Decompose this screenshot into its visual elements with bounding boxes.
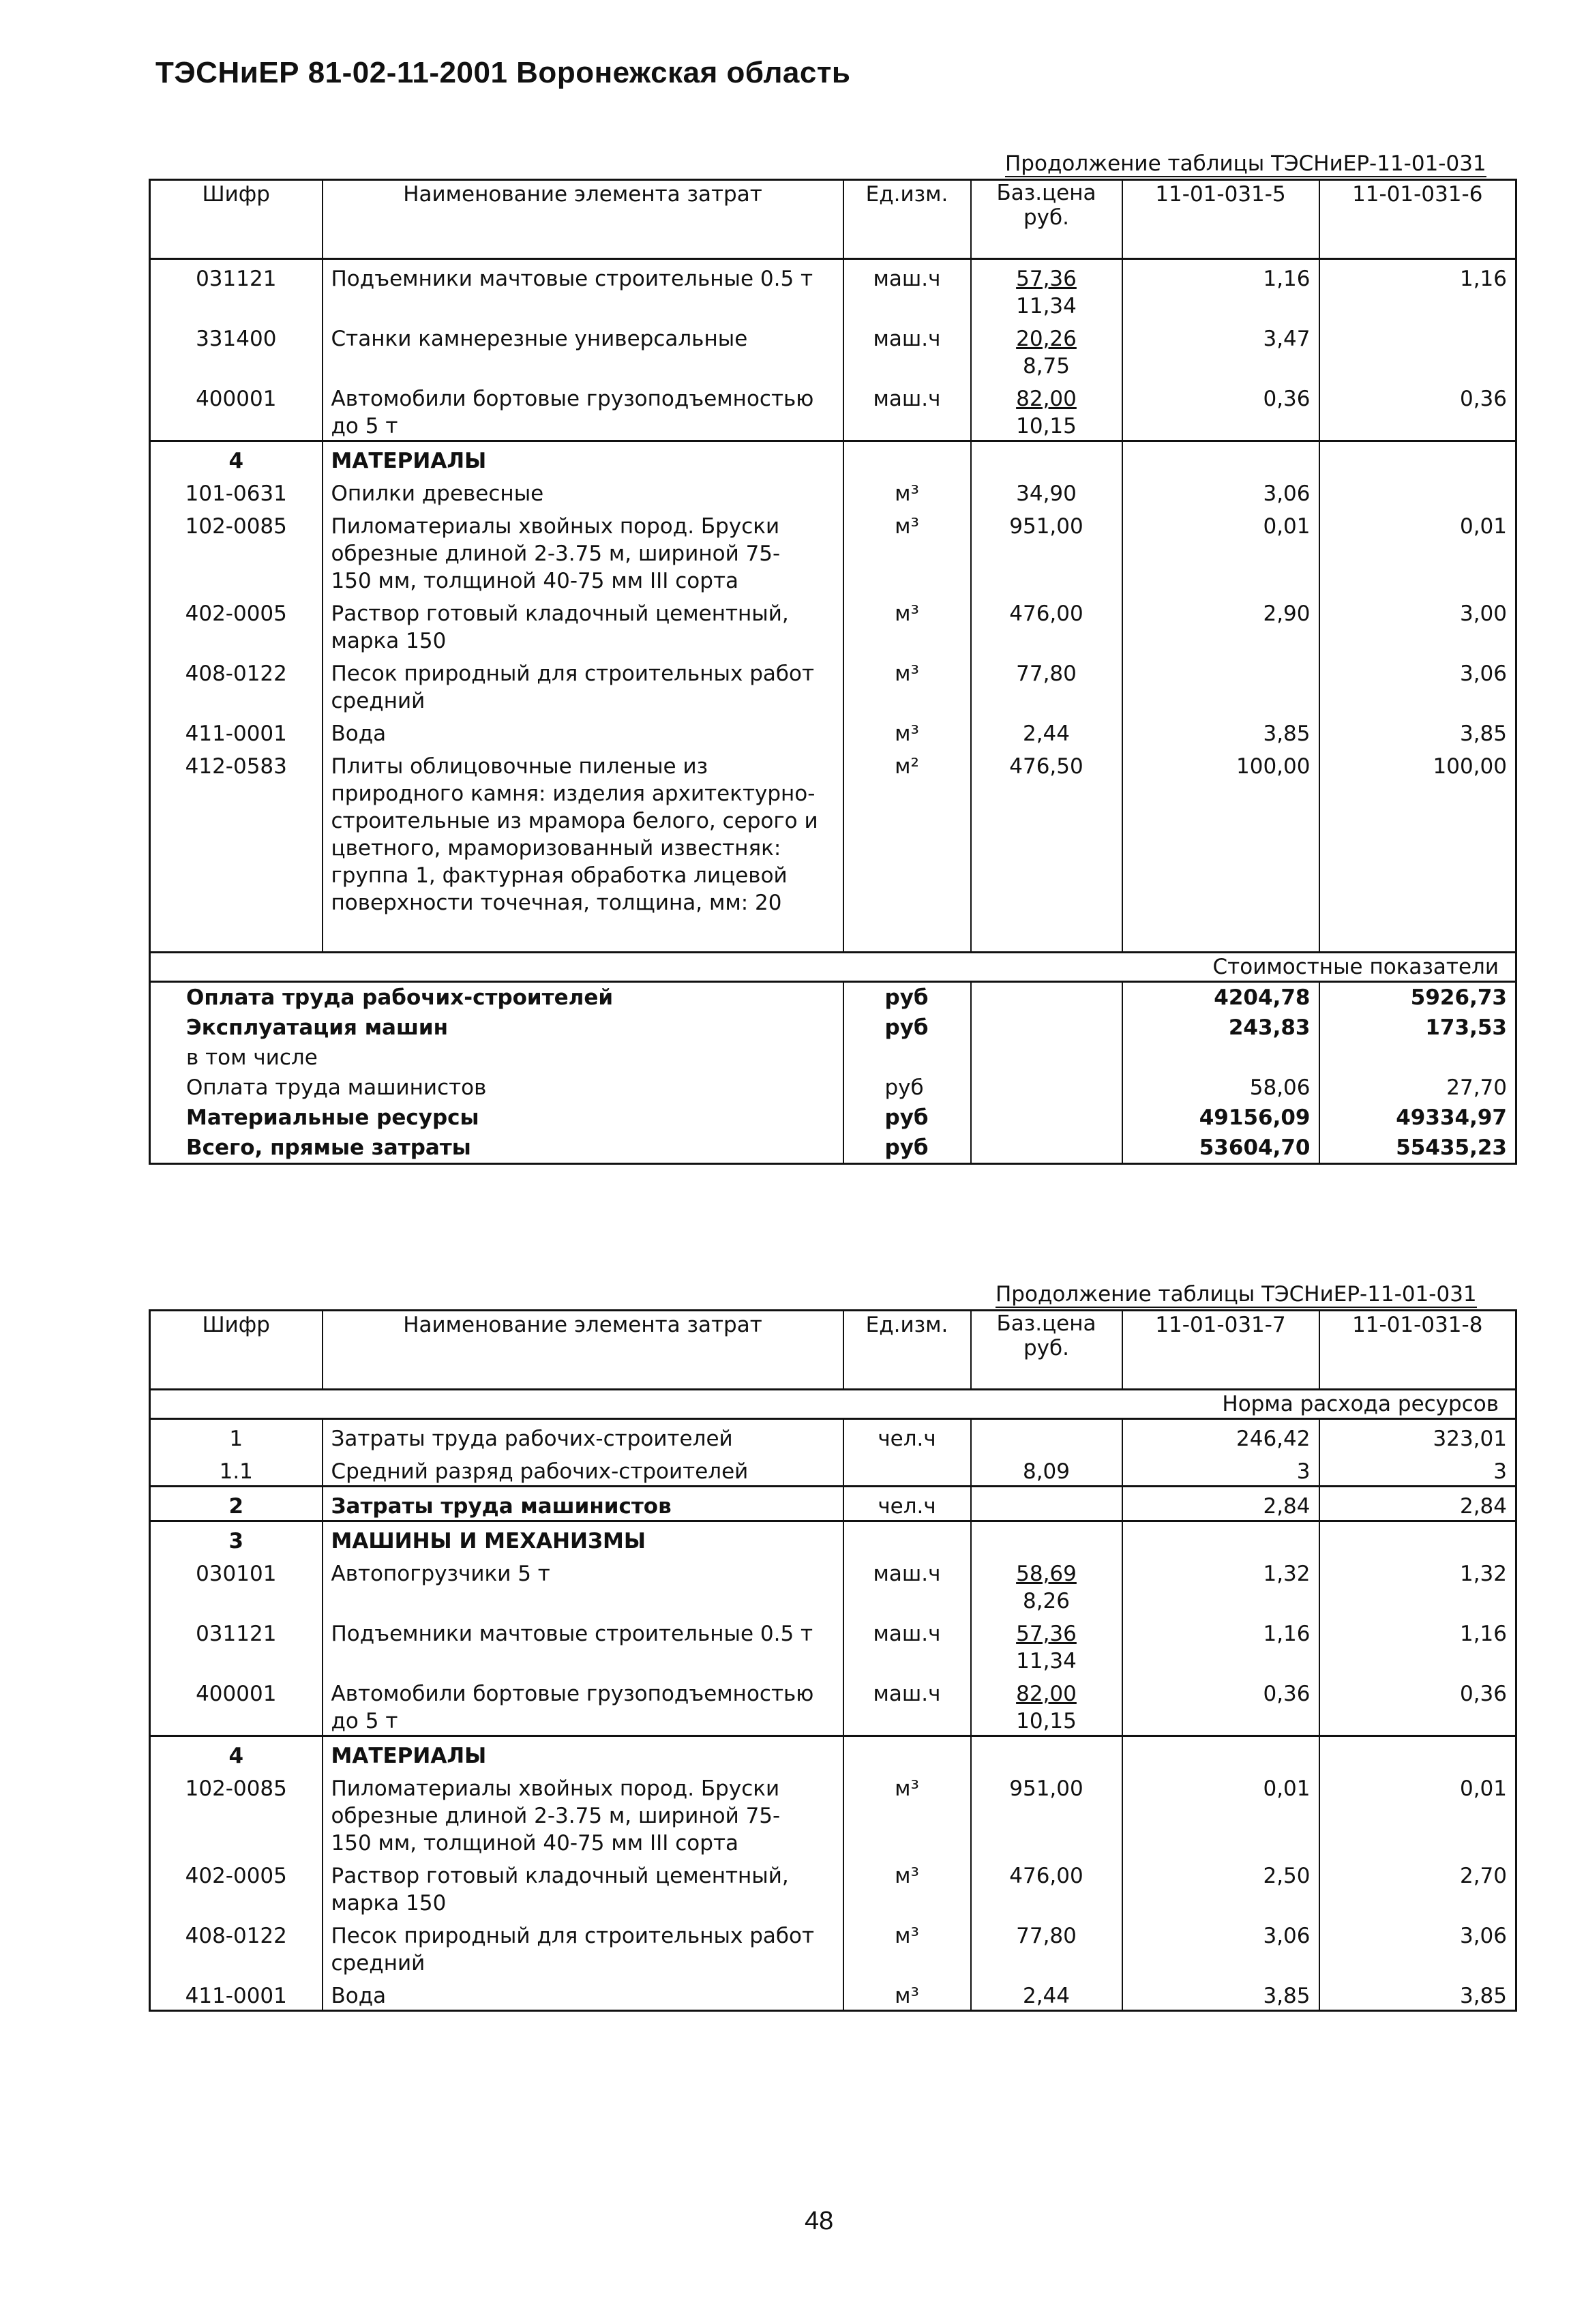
cost-row <box>150 1133 1516 1164</box>
row-name-line: Вода <box>331 1984 387 2008</box>
row-code: 412-0583 <box>185 754 287 779</box>
table-row <box>150 1521 1516 1555</box>
row-value-2: 3 <box>1319 1452 1516 1487</box>
row-value-2: 2,84 <box>1319 1487 1516 1521</box>
row-unit: маш.ч <box>843 1675 971 1736</box>
row-code: 411-0001 <box>185 1984 287 2008</box>
cost-label: Оплата труда рабочих-строителей <box>186 985 614 1010</box>
row-name-line: марка 150 <box>331 629 447 653</box>
row-unit: маш.ч <box>843 320 971 380</box>
row-code: 1 <box>229 1427 243 1451</box>
row-name <box>323 1419 843 1453</box>
row-value-2 <box>1319 320 1516 380</box>
row-name <box>323 1770 843 1857</box>
table-row <box>150 1615 1516 1675</box>
row-unit: маш.ч <box>843 1555 971 1615</box>
row-code: 402-0005 <box>185 1864 287 1888</box>
header-name: Наименование элемента затрат <box>323 180 843 259</box>
table-row <box>150 441 1516 475</box>
table-header-row <box>150 1311 1516 1390</box>
row-value-2: 3,85 <box>1319 715 1516 747</box>
row-code: 031121 <box>196 267 277 291</box>
cost-empty <box>971 1073 1122 1103</box>
row-price-main: 476,50 <box>1009 754 1083 779</box>
row-price <box>971 1857 1122 1917</box>
table-row <box>150 655 1516 715</box>
row-code: 411-0001 <box>185 721 287 746</box>
row-name <box>323 1615 843 1675</box>
row-value-2: 3,06 <box>1319 1917 1516 1977</box>
row-price-machinist: 10,15 <box>1016 1709 1077 1733</box>
cost-row <box>150 1043 1516 1073</box>
row-price <box>971 1770 1122 1857</box>
table1-continuation-caption: Продолжение таблицы ТЭСНиЕР-11-01-031 <box>1005 151 1486 176</box>
row-value-1 <box>1122 1736 1319 1770</box>
row-price-main: 77,80 <box>1016 661 1077 686</box>
row-price-main: 2,44 <box>1022 1984 1071 2008</box>
row-price-machinist: 11,34 <box>1016 294 1077 318</box>
table-row <box>150 1419 1516 1453</box>
table-row <box>150 1977 1516 2011</box>
row-value-2: 3,85 <box>1319 1977 1516 2011</box>
row-value-2: 1,16 <box>1319 259 1516 321</box>
row-price-main: 2,44 <box>1022 721 1071 746</box>
row-price-main: 20,26 <box>1016 327 1077 351</box>
row-value-2: 2,70 <box>1319 1857 1516 1917</box>
table-row <box>150 380 1516 441</box>
row-value-2: 0,36 <box>1319 380 1516 441</box>
row-value-1: 3,47 <box>1122 320 1319 380</box>
table-row <box>150 1917 1516 1977</box>
row-unit: м³ <box>843 1977 971 2011</box>
row-name-line: МАТЕРИАЛЫ <box>331 449 487 473</box>
row-code: 408-0122 <box>185 1924 287 1948</box>
row-name-line: Плиты облицовочные пиленые из <box>331 754 708 779</box>
row-name-line: группа 1, фактурная обработка лицевой <box>331 863 788 888</box>
cost-label: Оплата труда машинистов <box>186 1075 487 1100</box>
table-row <box>150 507 1516 595</box>
table-row <box>150 1770 1516 1857</box>
cost-empty <box>971 1043 1122 1073</box>
cost-value-1: 49156,09 <box>1122 1103 1319 1133</box>
row-value-1 <box>1122 441 1319 475</box>
row-value-1: 0,01 <box>1122 1770 1319 1857</box>
row-value-1: 3 <box>1122 1452 1319 1487</box>
header-price-line2: руб. <box>1023 1336 1069 1360</box>
row-name <box>323 1487 843 1521</box>
row-value-1: 2,50 <box>1122 1857 1319 1917</box>
row-code: 402-0005 <box>185 601 287 626</box>
row-unit: м³ <box>843 595 971 655</box>
row-code: 3 <box>150 1521 323 1555</box>
cost-value-2: 27,70 <box>1319 1073 1516 1103</box>
header-col-1: 11-01-031-5 <box>1122 180 1319 259</box>
row-value-2 <box>1319 441 1516 475</box>
row-value-2 <box>1319 475 1516 507</box>
table-row <box>150 1736 1516 1770</box>
row-price <box>971 595 1122 655</box>
row-name-line: Вода <box>331 721 387 746</box>
row-price <box>971 1487 1122 1521</box>
cost-value-2: 49334,97 <box>1319 1103 1516 1133</box>
cost-unit: руб <box>843 981 971 1013</box>
row-price <box>971 1736 1122 1770</box>
row-value-1: 3,85 <box>1122 1977 1319 2011</box>
cost-indicators-label: Стоимостные показатели <box>150 952 1516 981</box>
row-price <box>971 1675 1122 1736</box>
header-code: Шифр <box>150 1311 323 1390</box>
row-name-line: поверхности точечная, толщина, мм: 20 <box>331 891 782 915</box>
row-unit: м² <box>843 747 971 952</box>
row-price-main: 8,09 <box>1022 1459 1071 1484</box>
row-name-line: Автомобили бортовые грузоподъемностью <box>331 387 814 411</box>
row-name-line: Автомобили бортовые грузоподъемностью <box>331 1682 814 1706</box>
row-value-1: 2,84 <box>1122 1487 1319 1521</box>
row-name-line: до 5 т <box>331 414 398 438</box>
row-name-line: природного камня: изделия архитектурно- <box>331 781 816 806</box>
row-name-line: Подъемники мачтовые строительные 0.5 т <box>331 267 813 291</box>
row-unit: м³ <box>843 715 971 747</box>
row-code: 101-0631 <box>185 481 287 506</box>
page-number: 48 <box>805 2207 834 2235</box>
row-name <box>323 475 843 507</box>
resource-table-2 <box>149 1309 1517 2012</box>
row-price-main: 476,00 <box>1009 1864 1083 1888</box>
row-price-machinist: 11,34 <box>1016 1649 1077 1673</box>
row-name-line: 150 мм, толщиной 40-75 мм III сорта <box>331 1831 739 1856</box>
cost-unit: руб <box>843 1073 971 1103</box>
row-unit: м³ <box>843 475 971 507</box>
row-price <box>971 507 1122 595</box>
row-value-1: 1,16 <box>1122 1615 1319 1675</box>
cost-unit: руб <box>843 1133 971 1164</box>
row-name-line: Песок природный для строительных работ <box>331 661 815 686</box>
row-price <box>971 1977 1122 2011</box>
row-name-line: МАШИНЫ И МЕХАНИЗМЫ <box>331 1529 646 1553</box>
row-price-machinist: 10,15 <box>1016 414 1077 438</box>
header-unit: Ед.изм. <box>843 180 971 259</box>
cost-unit: руб <box>843 1013 971 1043</box>
row-name <box>323 1555 843 1615</box>
row-name <box>323 747 843 952</box>
row-name-line: Средний разряд рабочих-строителей <box>331 1459 749 1484</box>
row-name-line: средний <box>331 1951 425 1976</box>
row-price <box>971 1615 1122 1675</box>
table-row <box>150 1487 1516 1521</box>
row-name <box>323 320 843 380</box>
header-name: Наименование элемента затрат <box>323 1311 843 1390</box>
row-unit <box>843 441 971 475</box>
table-row <box>150 259 1516 321</box>
cost-value-1: 4204,78 <box>1122 981 1319 1013</box>
row-value-2: 0,01 <box>1319 507 1516 595</box>
row-unit: м³ <box>843 1917 971 1977</box>
row-price <box>971 441 1122 475</box>
row-price-main: 34,90 <box>1016 481 1077 506</box>
cost-value-2: 5926,73 <box>1319 981 1516 1013</box>
row-name-line: до 5 т <box>331 1709 398 1733</box>
row-name-line: Раствор готовый кладочный цементный, <box>331 1864 789 1888</box>
cost-unit <box>843 1043 971 1073</box>
row-price <box>971 715 1122 747</box>
cost-empty <box>971 1013 1122 1043</box>
row-value-1: 1,16 <box>1122 259 1319 321</box>
row-name <box>323 1521 843 1555</box>
row-value-1: 246,42 <box>1122 1419 1319 1453</box>
cost-value-1: 243,83 <box>1122 1013 1319 1043</box>
row-value-1: 2,90 <box>1122 595 1319 655</box>
row-name <box>323 507 843 595</box>
row-name-line: Песок природный для строительных работ <box>331 1924 815 1948</box>
row-price <box>971 1521 1122 1555</box>
row-value-2: 0,01 <box>1319 1770 1516 1857</box>
row-price-machinist: 8,75 <box>1022 354 1071 378</box>
row-name-line: обрезные длиной 2-3.75 м, шириной 75- <box>331 1804 781 1828</box>
row-code: 102-0085 <box>185 1776 287 1801</box>
row-name <box>323 1917 843 1977</box>
row-value-1 <box>1122 1521 1319 1555</box>
row-value-2: 3,00 <box>1319 595 1516 655</box>
header-col-1: 11-01-031-7 <box>1122 1311 1319 1390</box>
cost-value-1: 53604,70 <box>1122 1133 1319 1164</box>
row-name-line: Затраты труда машинистов <box>331 1494 672 1519</box>
row-value-1: 0,01 <box>1122 507 1319 595</box>
row-value-1 <box>1122 655 1319 715</box>
row-price-main: 82,00 <box>1016 1682 1077 1706</box>
row-value-1: 3,06 <box>1122 1917 1319 1977</box>
cost-label: Материальные ресурсы <box>186 1105 479 1130</box>
row-name <box>323 441 843 475</box>
header-price <box>971 180 1122 259</box>
row-name <box>323 380 843 441</box>
row-price <box>971 747 1122 952</box>
row-unit: м³ <box>843 1857 971 1917</box>
cost-value-2: 55435,23 <box>1319 1133 1516 1164</box>
row-name <box>323 655 843 715</box>
row-value-2: 1,16 <box>1319 1615 1516 1675</box>
row-unit <box>843 1452 971 1487</box>
table-row <box>150 1675 1516 1736</box>
cost-row <box>150 1103 1516 1133</box>
row-unit: маш.ч <box>843 1615 971 1675</box>
row-value-1: 0,36 <box>1122 380 1319 441</box>
row-price <box>971 320 1122 380</box>
row-price-main: 82,00 <box>1016 387 1077 411</box>
row-name <box>323 715 843 747</box>
table-row <box>150 320 1516 380</box>
row-value-1: 1,32 <box>1122 1555 1319 1615</box>
row-price <box>971 259 1122 321</box>
row-unit: маш.ч <box>843 259 971 321</box>
row-code: 400001 <box>196 1682 277 1706</box>
header-col-2: 11-01-031-6 <box>1319 180 1516 259</box>
row-name <box>323 259 843 321</box>
row-name-line: Опилки древесные <box>331 481 544 506</box>
row-value-2 <box>1319 1736 1516 1770</box>
row-price-main: 57,36 <box>1016 1622 1077 1646</box>
row-name-line: средний <box>331 689 425 713</box>
row-name-line: Станки камнерезные универсальные <box>331 327 748 351</box>
row-name <box>323 1977 843 2011</box>
row-price <box>971 1452 1122 1487</box>
row-name-line: марка 150 <box>331 1891 447 1916</box>
cost-label: в том числе <box>186 1045 318 1070</box>
table-row <box>150 1857 1516 1917</box>
header-price <box>971 1311 1122 1390</box>
row-price-main: 951,00 <box>1009 514 1083 539</box>
table2-continuation-caption: Продолжение таблицы ТЭСНиЕР-11-01-031 <box>996 1282 1477 1307</box>
cost-label: Всего, прямые затраты <box>186 1135 471 1160</box>
row-price <box>971 1555 1122 1615</box>
table-row <box>150 475 1516 507</box>
row-value-2: 0,36 <box>1319 1675 1516 1736</box>
row-price-main: 57,36 <box>1016 267 1077 291</box>
cost-value-1: 58,06 <box>1122 1073 1319 1103</box>
row-price <box>971 655 1122 715</box>
row-code: 408-0122 <box>185 661 287 686</box>
cost-empty <box>971 1133 1122 1164</box>
row-unit: м³ <box>843 507 971 595</box>
row-code: 4 <box>150 1736 323 1770</box>
row-name-line: Раствор готовый кладочный цементный, <box>331 601 789 626</box>
header-price-line1: Баз.цена <box>996 1311 1096 1336</box>
row-code: 030101 <box>196 1562 277 1586</box>
row-price-main: 58,69 <box>1016 1562 1077 1586</box>
document-title: ТЭСНиЕР 81-02-11-2001 Воронежская область <box>155 56 851 89</box>
row-code: 102-0085 <box>185 514 287 539</box>
row-code: 2 <box>150 1487 323 1521</box>
cost-row <box>150 1073 1516 1103</box>
row-price-main: 77,80 <box>1016 1924 1077 1948</box>
row-name-line: Затраты труда рабочих-строителей <box>331 1427 733 1451</box>
row-name <box>323 1736 843 1770</box>
row-value-2: 100,00 <box>1319 747 1516 952</box>
row-value-1: 100,00 <box>1122 747 1319 952</box>
row-name-line: строительные из мрамора белого, серого и <box>331 809 818 833</box>
row-price <box>971 380 1122 441</box>
row-price <box>971 1419 1122 1453</box>
row-unit <box>843 1736 971 1770</box>
table-row <box>150 1452 1516 1487</box>
row-name <box>323 1857 843 1917</box>
row-name-line: цветного, мраморизованный известняк: <box>331 836 781 861</box>
header-col-2: 11-01-031-8 <box>1319 1311 1516 1390</box>
row-value-2: 323,01 <box>1319 1419 1516 1453</box>
cost-row <box>150 981 1516 1013</box>
row-value-2 <box>1319 1521 1516 1555</box>
table-row <box>150 1555 1516 1615</box>
header-code: Шифр <box>150 180 323 259</box>
row-code: 4 <box>150 441 323 475</box>
row-unit: чел.ч <box>843 1419 971 1453</box>
row-code: 331400 <box>196 327 277 351</box>
row-name <box>323 1675 843 1736</box>
row-code: 1.1 <box>219 1459 253 1484</box>
resource-table-1 <box>149 179 1517 1165</box>
header-price-line2: руб. <box>1023 205 1069 230</box>
cost-indicators-band <box>150 952 1516 981</box>
cost-label: Эксплуатация машин <box>186 1015 449 1040</box>
cost-empty <box>971 981 1122 1013</box>
cost-unit: руб <box>843 1103 971 1133</box>
row-price <box>971 1917 1122 1977</box>
row-name <box>323 595 843 655</box>
row-unit: чел.ч <box>843 1487 971 1521</box>
row-name-line: Пиломатериалы хвойных пород. Бруски <box>331 1776 780 1801</box>
row-name-line: МАТЕРИАЛЫ <box>331 1744 487 1768</box>
row-value-1: 3,85 <box>1122 715 1319 747</box>
table-row <box>150 747 1516 952</box>
cost-value-2: 173,53 <box>1319 1013 1516 1043</box>
row-name-line: Подъемники мачтовые строительные 0.5 т <box>331 1622 813 1646</box>
norm-band-label: Норма расхода ресурсов <box>150 1390 1516 1419</box>
row-name <box>323 1452 843 1487</box>
row-code: 400001 <box>196 387 277 411</box>
row-unit <box>843 1521 971 1555</box>
row-name-line: обрезные длиной 2-3.75 м, шириной 75- <box>331 541 781 566</box>
table-header-row <box>150 180 1516 259</box>
cost-empty <box>971 1103 1122 1133</box>
row-name-line: Пиломатериалы хвойных пород. Бруски <box>331 514 780 539</box>
row-price-machinist: 8,26 <box>1022 1589 1071 1613</box>
row-code: 031121 <box>196 1622 277 1646</box>
row-name-line: 150 мм, толщиной 40-75 мм III сорта <box>331 569 739 593</box>
table-row <box>150 715 1516 747</box>
row-unit: м³ <box>843 1770 971 1857</box>
header-unit: Ед.изм. <box>843 1311 971 1390</box>
row-value-1: 3,06 <box>1122 475 1319 507</box>
cost-row <box>150 1013 1516 1043</box>
table-row <box>150 595 1516 655</box>
row-price-main: 476,00 <box>1009 601 1083 626</box>
row-price-main: 951,00 <box>1009 1776 1083 1801</box>
row-name-line: Автопогрузчики 5 т <box>331 1562 550 1586</box>
cost-value-2 <box>1319 1043 1516 1073</box>
row-unit: маш.ч <box>843 380 971 441</box>
row-unit: м³ <box>843 655 971 715</box>
row-value-1: 0,36 <box>1122 1675 1319 1736</box>
row-value-2: 1,32 <box>1319 1555 1516 1615</box>
row-price <box>971 475 1122 507</box>
row-value-2: 3,06 <box>1319 655 1516 715</box>
cost-value-1 <box>1122 1043 1319 1073</box>
norm-band <box>150 1390 1516 1419</box>
header-price-line1: Баз.цена <box>996 181 1096 205</box>
